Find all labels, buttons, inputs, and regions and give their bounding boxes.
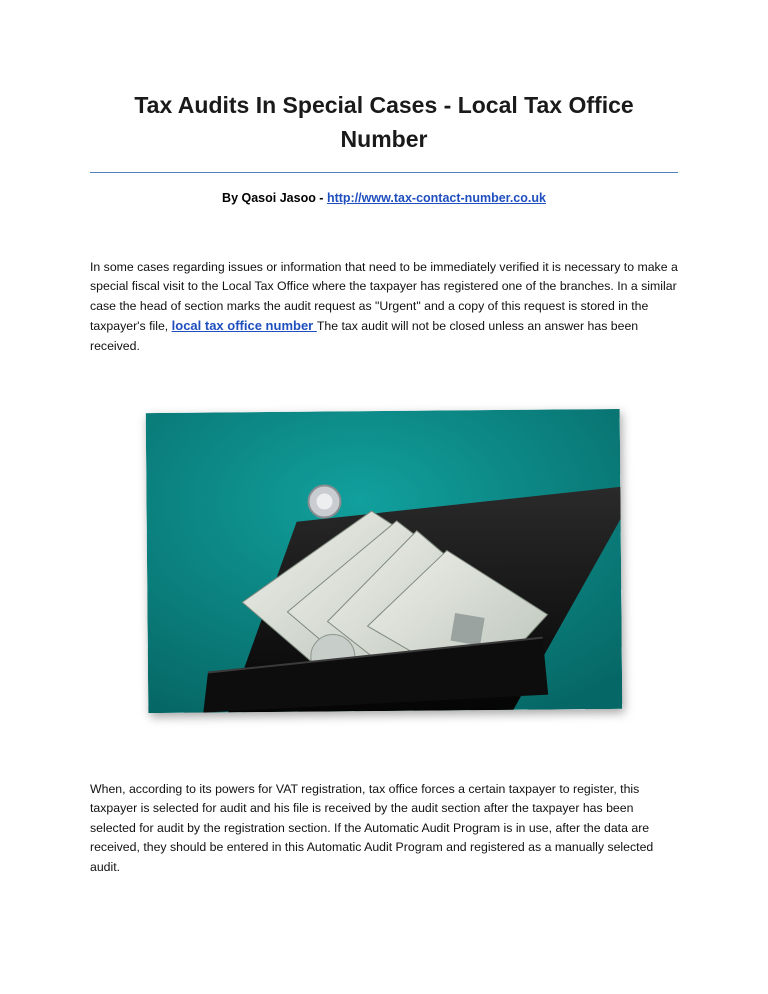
wallet-clasp [308, 485, 340, 517]
dollar-bills-in-wallet-photo [146, 409, 623, 713]
document-title: Tax Audits In Special Cases - Local Tax Office Number [134, 92, 634, 152]
local-tax-office-link[interactable]: local tax office number [171, 318, 317, 334]
article-photo [146, 409, 623, 713]
title-divider [90, 172, 678, 173]
byline [0, 191, 768, 205]
byline-author: By Qasoi Jasoo - [222, 191, 327, 205]
paragraph-1-text-after: The tax audit will not be closed unless an answer has been received. [90, 319, 639, 353]
byline-url-link[interactable]: http://www.tax-contact-number.co.uk [326, 191, 546, 205]
paragraph-1-text-before: In some cases regarding issues or information that need to be immediately verified it is necessary to make a special fiscal visit to the Local Tax Office where the taxpayer has registered one of the branches. In a similar case the head of section marks the audit request as "Urgent" and a copy of this request is stored in the taxpayer's file, [90, 260, 678, 334]
paragraph-1 [90, 258, 680, 356]
paragraph-2: When, according to its powers for VAT registration, tax office forces a certain taxpayer to register, this taxpayer is selected for audit and his file is received by the audit section after the taxpayer has been selected for audit by the registration section. If the Automatic Audit Program is in use, after the data are received, they should be entered in this Automatic Audit Program and registered as a manually selected audit. [90, 782, 654, 874]
